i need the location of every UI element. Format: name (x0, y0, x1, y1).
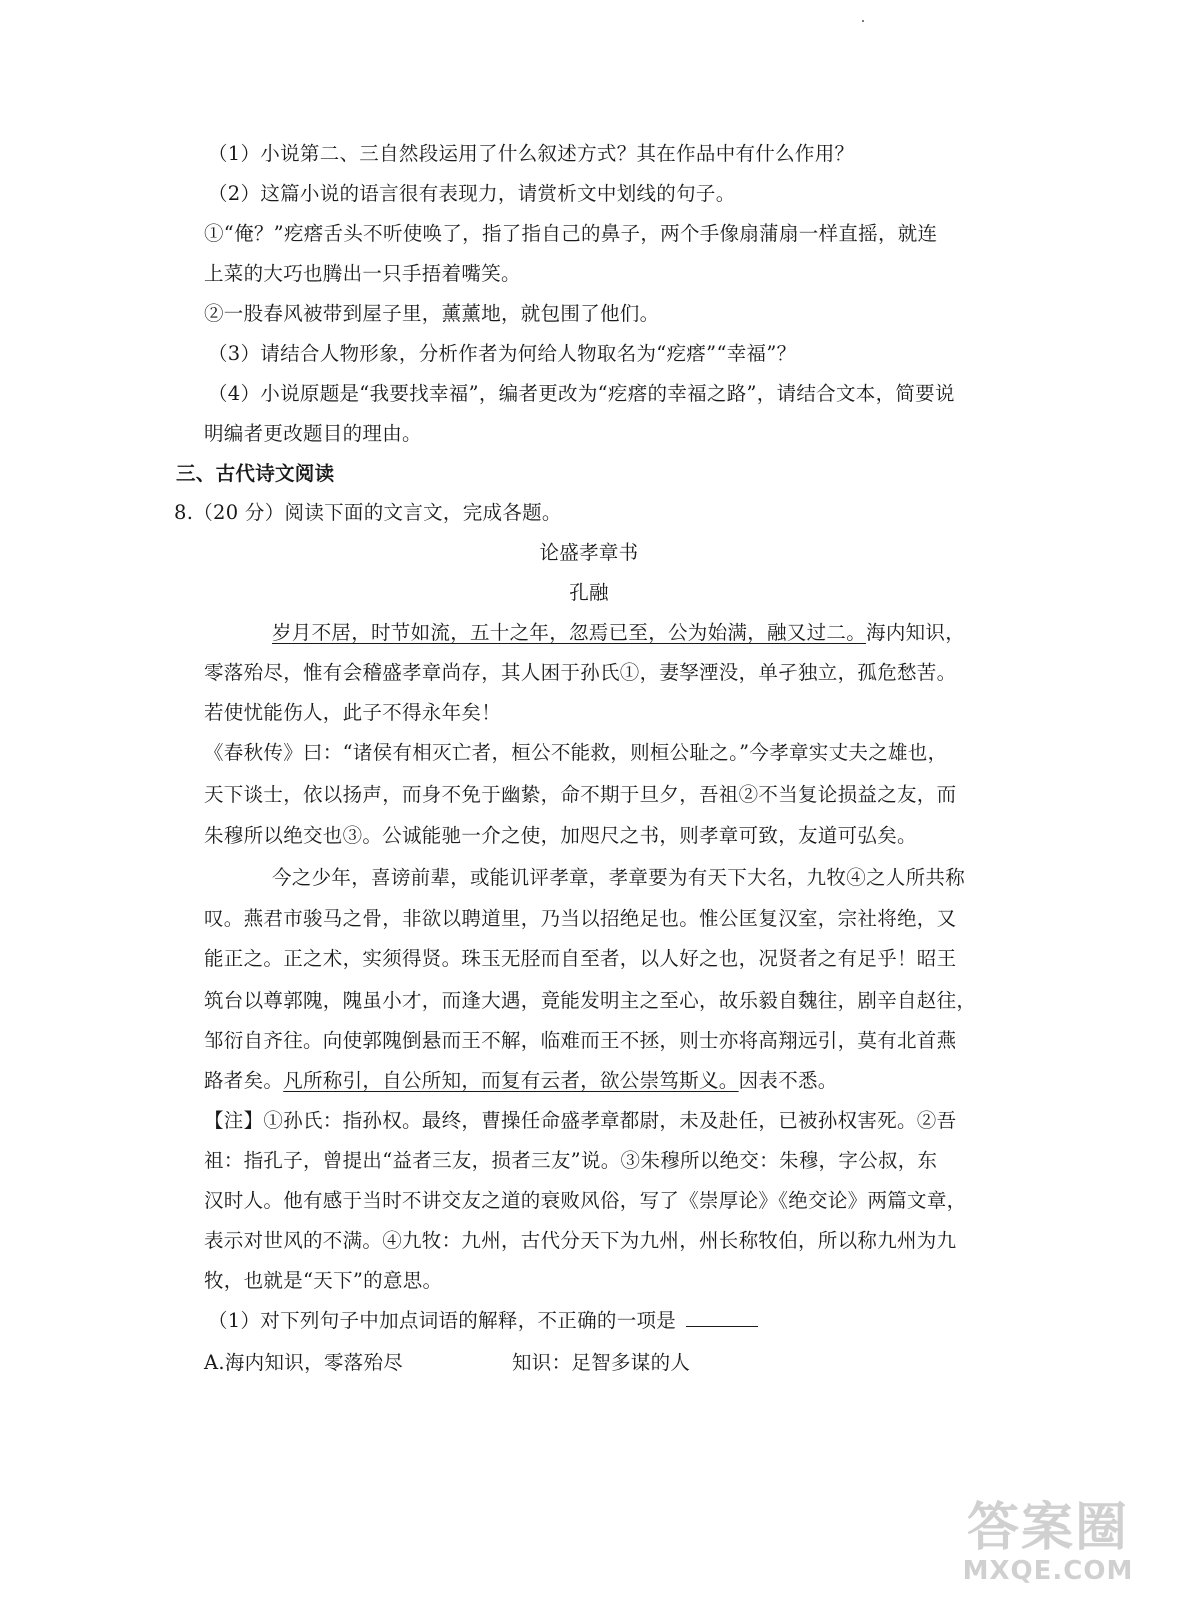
sub-question-1-text: （1）对下列句子中加点词语的解释，不正确的一项是 (208, 1309, 677, 1332)
watermark-url: MXQE.COM (962, 1556, 1134, 1586)
question-7-4-line-2: 明编者更改题目的理由。 (204, 422, 422, 445)
passage-p1-line-3: 若使忧能伤人，此子不得永年矣！ (204, 701, 502, 724)
p1-line-1-rest: 海内知识， (866, 621, 966, 644)
passage-p3-line-1: 今之少年，喜谤前辈，或能讥评孝章，孝章要为有天下大名，九牧④之人所共称 (272, 866, 966, 889)
passage-p3-line-2: 叹。燕君市骏马之骨，非欲以聘道里，乃当以招绝足也。惟公匡复汉室，宗社将绝，又 (204, 907, 957, 930)
notes-line-2: 祖：指孔子，曾提出“益者三友，损者三友”说。③朱穆所以绝交：朱穆，字公叔，东 (204, 1149, 938, 1172)
passage-p3-line-6 (204, 1068, 838, 1094)
passage-p3-line-3: 能正之。正之术，实须得贤。珠玉无胫而自至者，以人好之也，况贤者之有足乎！昭王 (204, 947, 957, 970)
p3-line-6-end: 因表不悉。 (738, 1069, 838, 1092)
option-a-sentence: A.海内知识，零落殆尽 (204, 1351, 404, 1374)
passage-p1-line-1 (272, 620, 965, 646)
sub-question-1 (208, 1308, 758, 1334)
notes-line-1: 【注】①孙氏：指孙权。最终，曹操任命盛孝章都尉，未及赴任，已被孙权害死。②吾 (204, 1109, 957, 1132)
p3-line-6-start: 路者矣。 (204, 1069, 284, 1092)
passage-p1-line-2: 零落殆尽，惟有会稽盛孝章尚存，其人困于孙氏①，妻孥湮没，单孑独立，孤危愁苦。 (204, 661, 957, 684)
option-a-explanation: 知识：足智多谋的人 (512, 1351, 691, 1374)
sentence-1-line-2: 上菜的大巧也腾出一只手捂着嘴笑。 (204, 262, 521, 285)
watermark-logo (948, 1497, 1148, 1590)
sentence-2: ②一股春风被带到屋子里，薰薰地，就包围了他们。 (204, 302, 660, 325)
notes-line-5: 牧，也就是“天下”的意思。 (204, 1269, 443, 1292)
passage-p3-line-4: 筑台以尊郭隗，隗虽小才，而逢大遇，竟能发明主之至心，故乐毅自魏往，剧辛自赵往， (204, 989, 977, 1012)
underlined-sentence-2: 凡所称引，自公所知，而复有云者，欲公崇笃斯义。 (283, 1069, 739, 1092)
notes-line-4: 表示对世风的不满。④九牧：九州，古代分天下为九州，州长称牧伯，所以称九州为九 (204, 1229, 957, 1252)
passage-p2-line-1: 《春秋传》曰：“诸侯有相灭亡者，桓公不能救，则桓公耻之。”今孝章实丈夫之雄也， (204, 741, 948, 764)
question-8-intro: 8.（20 分）阅读下面的文言文，完成各题。 (174, 501, 562, 524)
sentence-1-line-1: ①“俺？”疙瘩舌头不听使唤了，指了指自己的鼻子，两个手像扇蒲扇一样直摇，就连 (204, 222, 938, 245)
watermark-chars: 答案圈 (966, 1497, 1129, 1558)
question-7-4-line-1: （4）小说原题是“我要找幸福”，编者更改为“疙瘩的幸福之路”，请结合文本，简要说 (208, 382, 955, 405)
notes-line-3: 汉时人。他有感于当时不讲交友之道的衰败风俗，写了《崇厚论》《绝交论》两篇文章， (204, 1189, 967, 1212)
passage-p2-line-3: 朱穆所以绝交也③。公诚能驰一介之使，加咫尺之书，则孝章可致，友道可弘矣。 (204, 824, 917, 847)
answer-blank[interactable] (686, 1308, 758, 1327)
passage-p2-line-2: 天下谈士，依以扬声，而身不免于幽絷，命不期于旦夕，吾祖②不当复论损益之友，而 (204, 783, 957, 806)
underlined-sentence-1: 岁月不居，时节如流，五十之年，忽焉已至，公为始满，融又过二。 (272, 621, 867, 644)
passage-p3-line-5: 邹衍自齐往。向使郭隗倒悬而王不解，临难而王不拯，则士亦将高翔远引，莫有北首燕 (204, 1029, 957, 1052)
section-heading: 三、古代诗文阅读 (176, 462, 335, 485)
scan-dot (862, 20, 864, 22)
question-7-3: （3）请结合人物形象，分析作者为何给人物取名为“疙瘩”“幸福”？ (208, 342, 797, 365)
question-7-2: （2）这篇小说的语言很有表现力，请赏析文中划线的句子。 (208, 182, 736, 205)
passage-title: 论盛孝章书 (539, 541, 639, 564)
question-7-1: （1）小说第二、三自然段运用了什么叙述方式？其在作品中有什么作用？ (208, 142, 855, 165)
passage-author: 孔融 (569, 581, 609, 604)
